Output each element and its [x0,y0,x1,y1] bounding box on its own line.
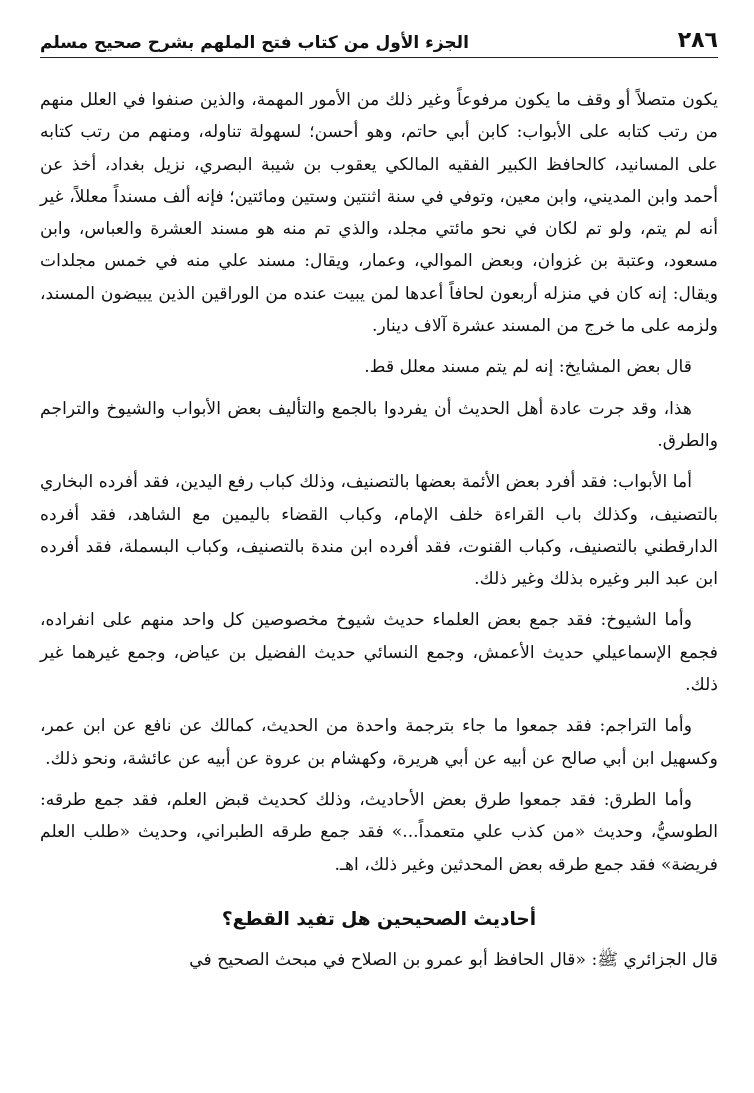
paragraph-turuq: وأما الطرق: فقد جمعوا طرق بعض الأحاديث، وذلك كحديث قبض العلم، فقد جمع طرقه: الطوسيُّ، وحديث «من كذب علي متعمداً...» فقد جمع طرقه الطبراني، وحديث «طلب العلم فريضة» فقد جمع طرقه بعض المحدثين وغير ذلك، اهـ. [40,789,718,875]
section-heading: أحاديث الصحيحين هل تفيد القطع؟ [221,908,537,930]
page-header [40,0,718,58]
running-title: الجزء الأول من كتاب فتح الملهم بشرح صحيح مسلم [40,33,469,53]
paragraph-jazairi: قال الجزائري ﷺ: «قال الحافظ أبو عمرو بن الصلاح في مبحث الصحيح في [189,949,718,970]
paragraph-shuyukh: وأما الشيوخ: فقد جمع بعض العلماء حديث شيوخ مخصوصين كل واحد منهم على انفراده، فجمع الإسماعيلي حديث الأعمش، وجمع النسائي حديث الفضيل بن عياض، وجمع غيرهما غير ذلك. [40,610,718,696]
page-number: ٢٨٦ [677,28,718,53]
paragraph-ilal: يكون متصلاً أو وقف ما يكون مرفوعاً وغير ذلك من الأمور المهمة، والذين صنفوا في العلل منهم من رتب كتابه على الأبواب: كابن أبي حاتم، وهو أحسن؛ لسهولة تناوله، ومنهم من رتب كتابه على المسانيد، كالحافظ الكبير الفقيه المالكي يعقوب بن شيبة البصري، نزيل بغداد، أخذ عن أحمد وابن المديني، وابن معين، وتوفي في سنة اثنتين وستين ومائتين؛ فإنه ألف مسنداً معللاً، غير أنه لم يتم، ولو تم لكان في نحو مائتي مجلد، والذي تم منه هو مسند العشرة والعباس، وابن مسعود، وعتبة بن غزوان، وبعض الموالي، وعمار، ويقال: مسند علي منه في خمس مجلدات ويقال: إنه كان في منزله أربعون لحافاً أعدها لمن يبيت عنده من الوراقين الذين يبيضون المسند، ولزمه على ما خرج من المسند عشرة آلاف دينار. [40,90,718,337]
paragraph-mashayikh: قال بعض المشايخ: إنه لم يتم مسند معلل قط. [364,357,692,378]
paragraph-abwab: أما الأبواب: فقد أفرد بعض الأئمة بعضها بالتصنيف، وذلك كباب رفع اليدين، فقد أفرده البخاري بالتصنيف، وكذلك باب القراءة خلف الإمام، وكباب القضاء باليمين مع الشاهد، فقد أفرده الدارقطني بالتصنيف، وكباب القنوت، فقد أفرده ابن مندة بالتصنيف، وكباب البسملة، فقد أفرده ابن عبد البر وغيره بذلك وغير ذلك. [40,472,718,590]
page-content [40,58,718,976]
paragraph-tarajim: وأما التراجم: فقد جمعوا ما جاء بترجمة واحدة من الحديث، كمالك عن نافع عن ابن عمر، وكسهيل ابن أبي صالح عن أبيه عن أبي هريرة، وكهشام بن عروة عن أبيه عن عائشة، ونحو ذلك. [40,716,718,769]
paragraph-custom: هذا، وقد جرت عادة أهل الحديث أن يفردوا بالجمع والتأليف بعض الأبواب والشيوخ والتراجم والطرق. [40,398,718,451]
